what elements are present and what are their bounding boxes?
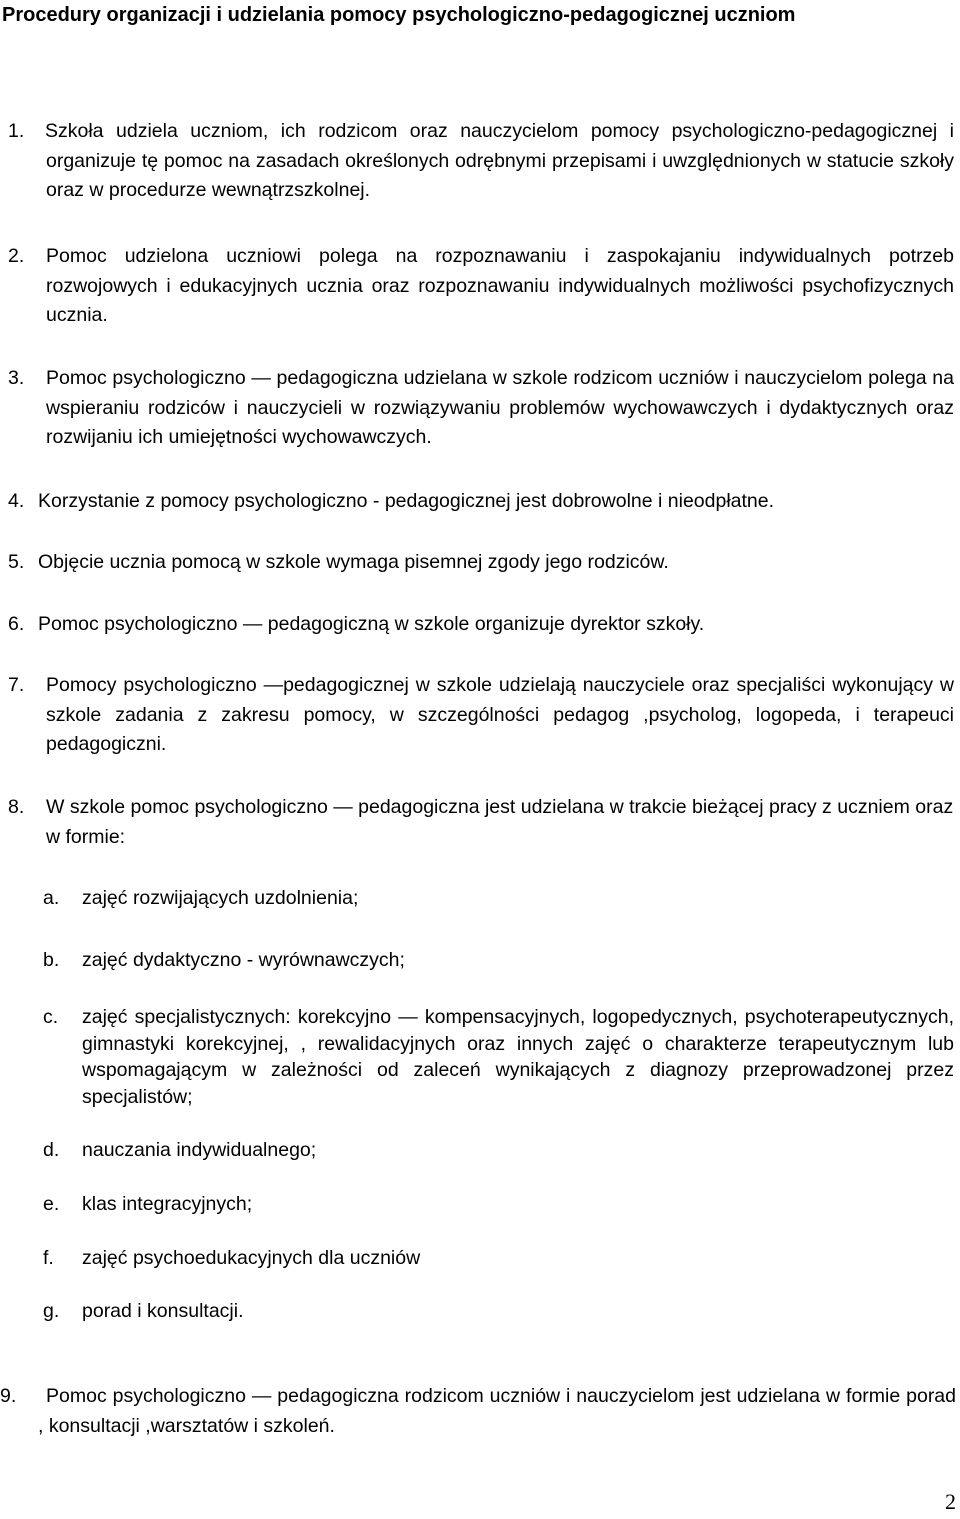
item-number: 2. bbox=[8, 245, 25, 267]
item-number: 3. bbox=[8, 367, 25, 389]
list-item-3 bbox=[8, 364, 954, 453]
item-number: 1. bbox=[8, 120, 25, 142]
item-number: 7. bbox=[8, 674, 25, 696]
sub-item-letter: f. bbox=[43, 1247, 54, 1269]
sub-item-letter: e. bbox=[43, 1193, 60, 1215]
item-number: 6. bbox=[8, 613, 25, 635]
item-number: 8. bbox=[8, 796, 25, 818]
sub-item-text: zajęć dydaktyczno - wyrównawczych; bbox=[82, 949, 405, 971]
sub-item-g bbox=[43, 1297, 954, 1327]
sub-item-f bbox=[43, 1244, 954, 1274]
item-text: Pomoc psychologiczno — pedagogiczna udzielana w szkole rodzicom uczniów i nauczycielom polega na wspieraniu rodziców i nauczycieli w rozwiązywaniu problemów wychowawczych i dydaktycznych oraz rozwijaniu ich umiejętności wychowawczych. bbox=[46, 367, 954, 448]
sub-item-letter: d. bbox=[43, 1139, 60, 1161]
item-text: Pomoc udzielona uczniowi polega na rozpoznawaniu i zaspokajaniu indywidualnych potrzeb rozwojowych i edukacyjnych ucznia oraz rozpoznawaniu indywidualnych możliwości psychofizycznych ucznia. bbox=[46, 245, 954, 326]
item-text: Objęcie ucznia pomocą w szkole wymaga pisemnej zgody jego rodziców. bbox=[38, 551, 669, 573]
sub-item-b bbox=[43, 946, 954, 976]
list-item-9 bbox=[0, 1382, 956, 1441]
item-number: 4. bbox=[8, 490, 25, 512]
sub-item-c bbox=[43, 1004, 954, 1110]
sub-item-text: porad i konsultacji. bbox=[82, 1300, 244, 1322]
list-item-5 bbox=[8, 548, 954, 578]
item-text: Pomoc psychologiczno — pedagogiczną w szkole organizuje dyrektor szkoły. bbox=[38, 613, 705, 635]
document-title: Procedury organizacji i udzielania pomocy psychologiczno-pedagogicznej uczniom bbox=[2, 4, 796, 26]
sub-item-text: zajęć rozwijających uzdolnienia; bbox=[82, 887, 359, 909]
sub-item-text: zajęć specjalistycznych: korekcyjno — kompensacyjnych, logopedycznych, psychoterapeutycznych, gimnastyki korekcyjnej, , rewalidacyjnych oraz innych zajęć o charakterze terapeutycznym lub wspomagającym w zależności od zaleceń wynikających z diagnozy przeprowadzonej przez specjalistów; bbox=[82, 1006, 954, 1108]
list-item-2 bbox=[8, 242, 954, 331]
item-number: 9. bbox=[0, 1385, 17, 1407]
list-item-1 bbox=[8, 117, 954, 206]
sub-item-letter: a. bbox=[43, 887, 60, 909]
sub-item-letter: g. bbox=[43, 1300, 60, 1322]
item-text: Korzystanie z pomocy psychologiczno - pedagogicznej jest dobrowolne i nieodpłatne. bbox=[38, 490, 775, 512]
item-text: Pomoc psychologiczno — pedagogiczna rodzicom uczniów i nauczycielom jest udzielana w formie porad , konsultacji ,warsztatów i szkoleń. bbox=[38, 1385, 956, 1437]
list-item-7 bbox=[8, 671, 954, 760]
sub-item-text: klas integracyjnych; bbox=[82, 1193, 253, 1215]
list-item-4 bbox=[8, 487, 954, 517]
sub-item-d bbox=[43, 1136, 954, 1166]
item-text: W szkole pomoc psychologiczno — pedagogiczna jest udzielana w trakcie bieżącej pracy z uczniem oraz w formie: bbox=[46, 796, 954, 848]
sub-item-letter: b. bbox=[43, 949, 60, 971]
sub-item-e bbox=[43, 1190, 954, 1220]
sub-item-a bbox=[43, 884, 954, 914]
list-item-8 bbox=[8, 793, 954, 852]
item-text: Pomocy psychologiczno —pedagogicznej w szkole udzielają nauczyciele oraz specjaliści wykonujący w szkole zadania z zakresu pomocy, w szczególności pedagog ,psycholog, logopeda, i terapeuci pedagogiczni. bbox=[46, 674, 954, 755]
page-number: 2 bbox=[945, 1489, 956, 1514]
item-number: 5. bbox=[8, 551, 25, 573]
sub-item-text: zajęć psychoedukacyjnych dla uczniów bbox=[82, 1247, 421, 1269]
list-item-6 bbox=[8, 610, 954, 640]
sub-item-text: nauczania indywidualnego; bbox=[82, 1139, 317, 1161]
sub-item-letter: c. bbox=[43, 1006, 59, 1028]
item-text: Szkoła udziela uczniom, ich rodzicom oraz nauczycielom pomocy psychologiczno-pedagogicznej i organizuje tę pomoc na zasadach określonych odrębnymi przepisami i uwzględnionych w statucie szkoły oraz w procedurze wewnątrzszkolnej. bbox=[45, 120, 954, 201]
